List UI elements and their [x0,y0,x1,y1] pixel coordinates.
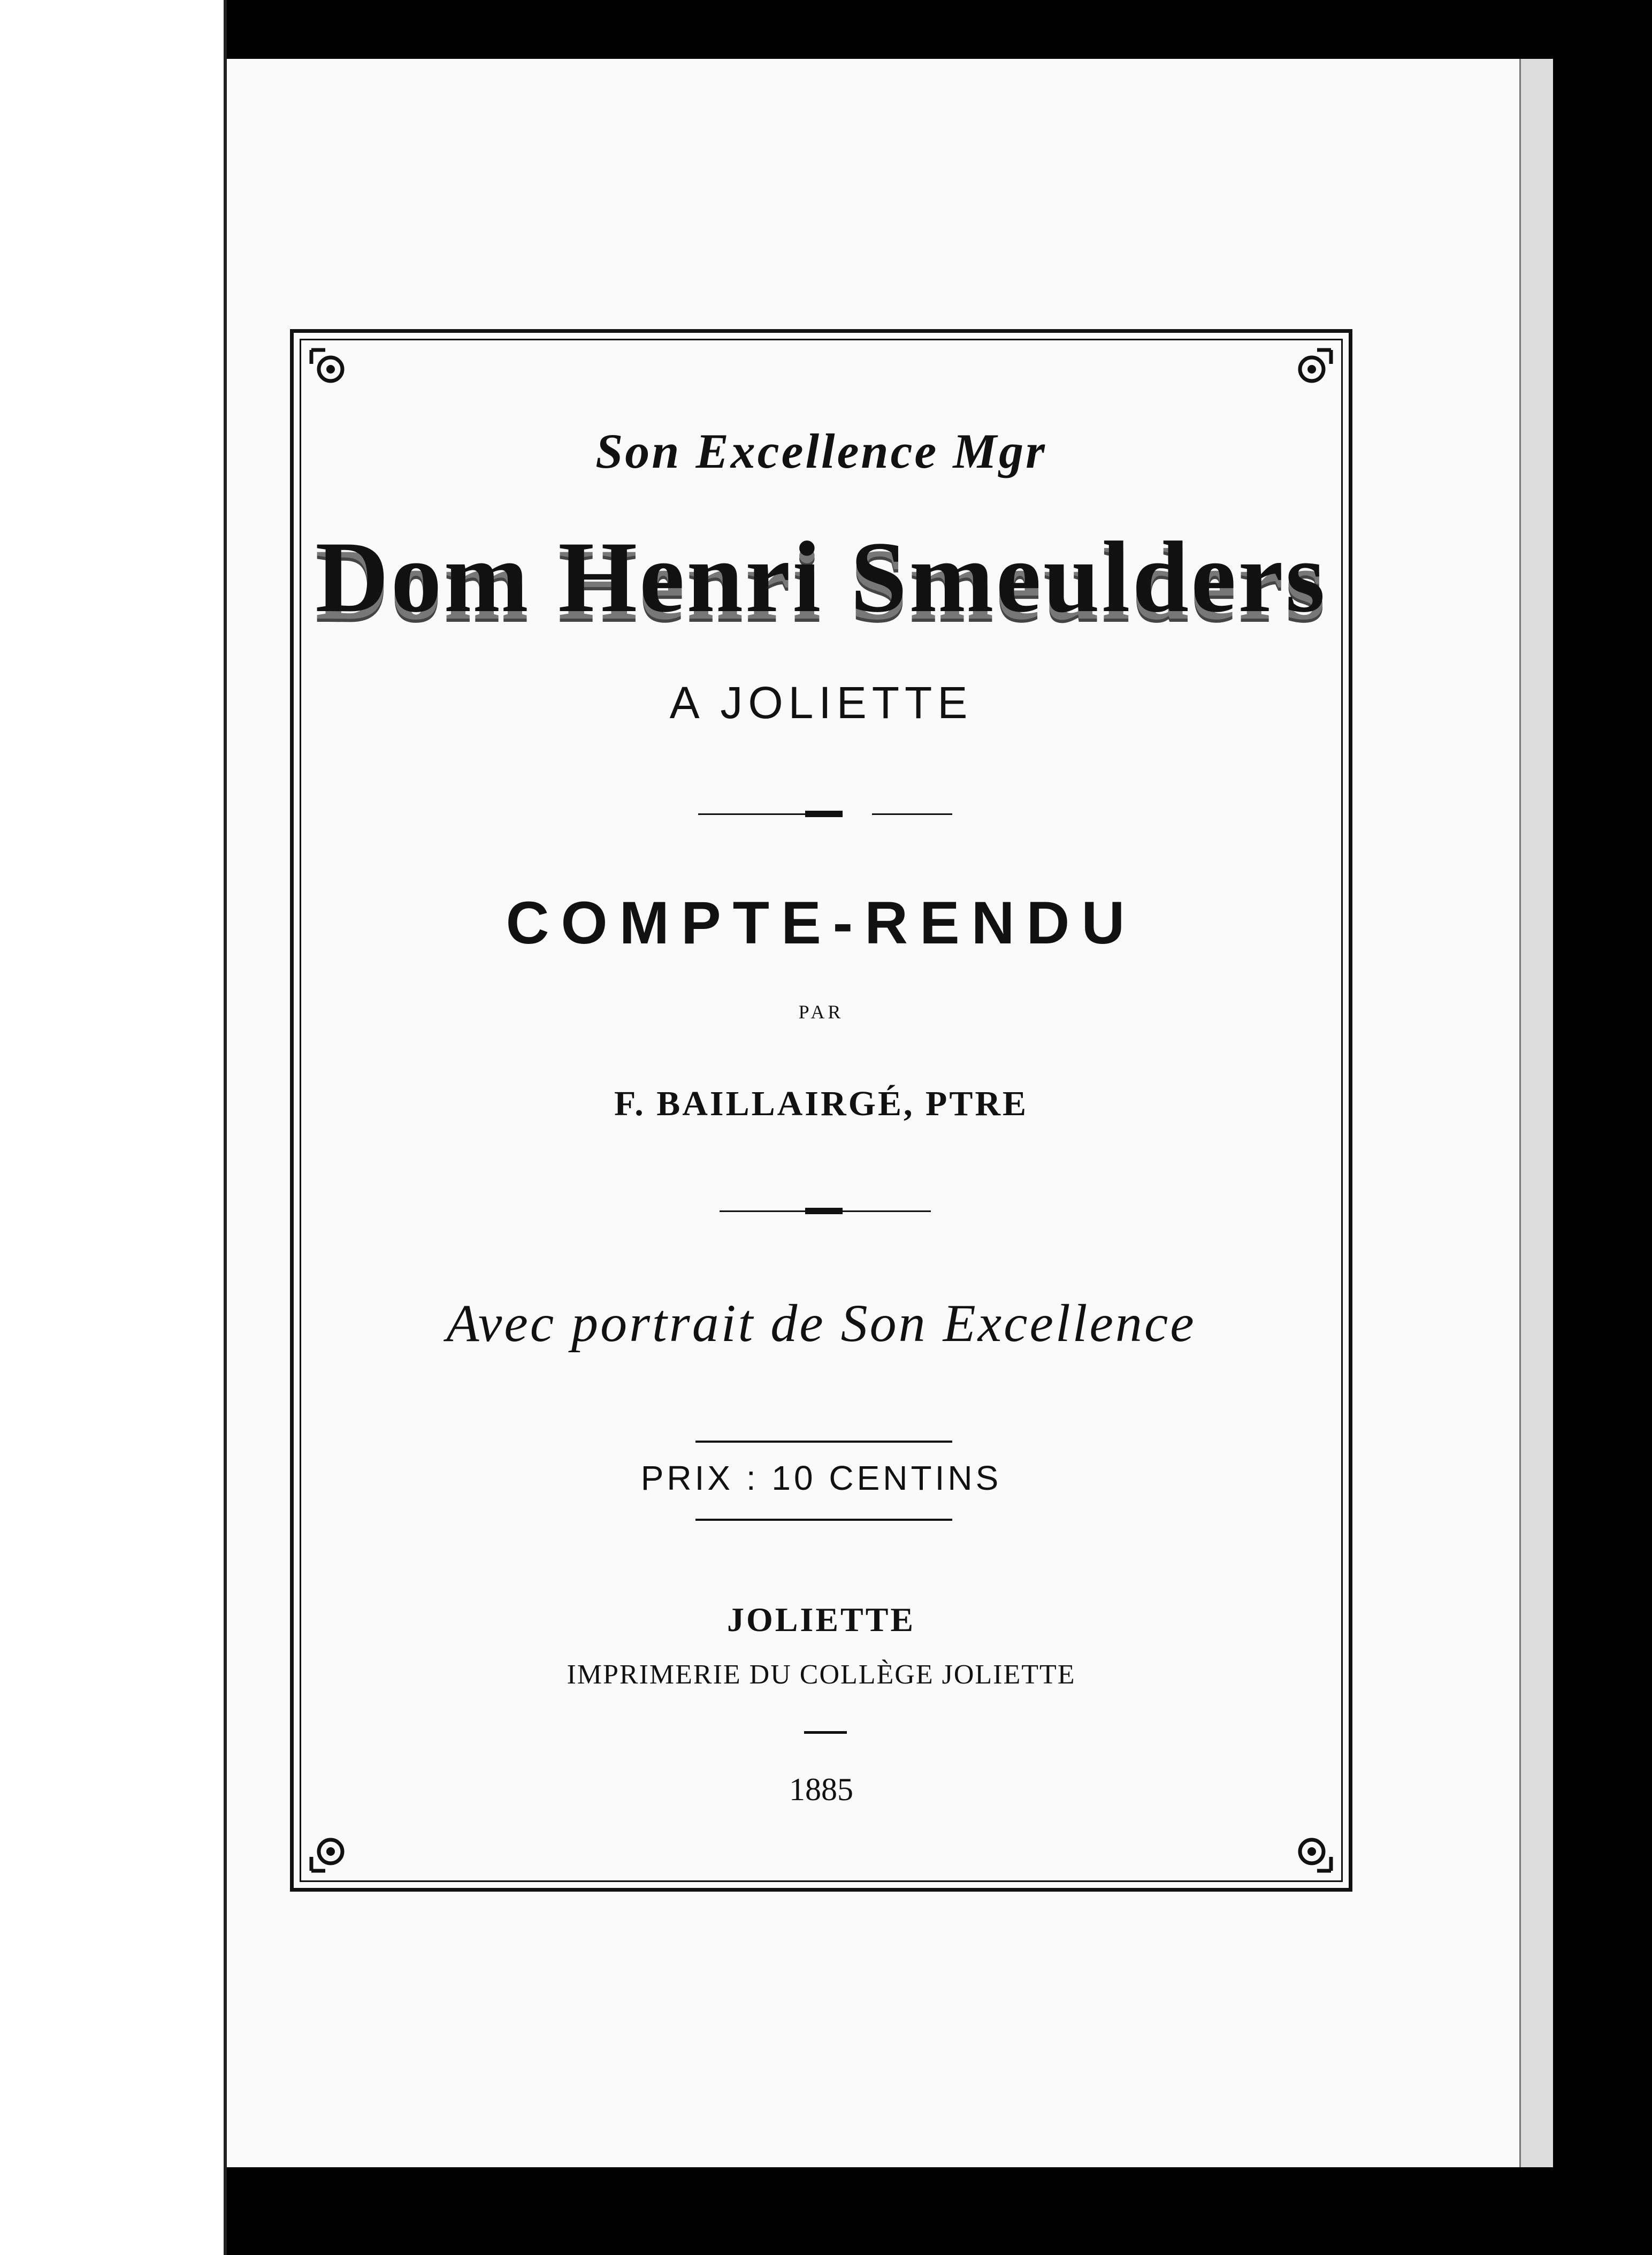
scan-left-margin [0,0,227,2255]
divider [872,813,952,815]
page-edge [1519,59,1553,2167]
divider [698,813,805,815]
title-name: Dom Henri Smeulders [315,521,1327,634]
title-prefix: Son Excellence Mgr [595,424,1047,478]
title-place: A JOLIETTE [669,677,973,728]
fleuron-icon [309,1830,352,1873]
imprint-year: 1885 [789,1772,853,1807]
divider [805,1208,843,1214]
imprint-city: JOLIETTE [726,1601,916,1639]
document-kind: COMPTE-RENDU [506,889,1137,956]
author: F. BAILLAIRGÉ, PTRE [614,1084,1029,1123]
divider [695,1519,952,1521]
divider [695,1441,952,1443]
fleuron-icon [1290,1830,1333,1873]
portrait-note: Avec portrait de Son Excellence [446,1293,1196,1353]
divider [804,1731,847,1734]
price: PRIX : 10 CENTINS [640,1459,1002,1497]
divider [805,811,843,817]
by-label: PAR [798,1001,844,1023]
fleuron-icon [1290,348,1333,391]
fleuron-icon [309,348,352,391]
imprint-printer: IMPRIMERIE DU COLLÈGE JOLIETTE [567,1659,1076,1690]
